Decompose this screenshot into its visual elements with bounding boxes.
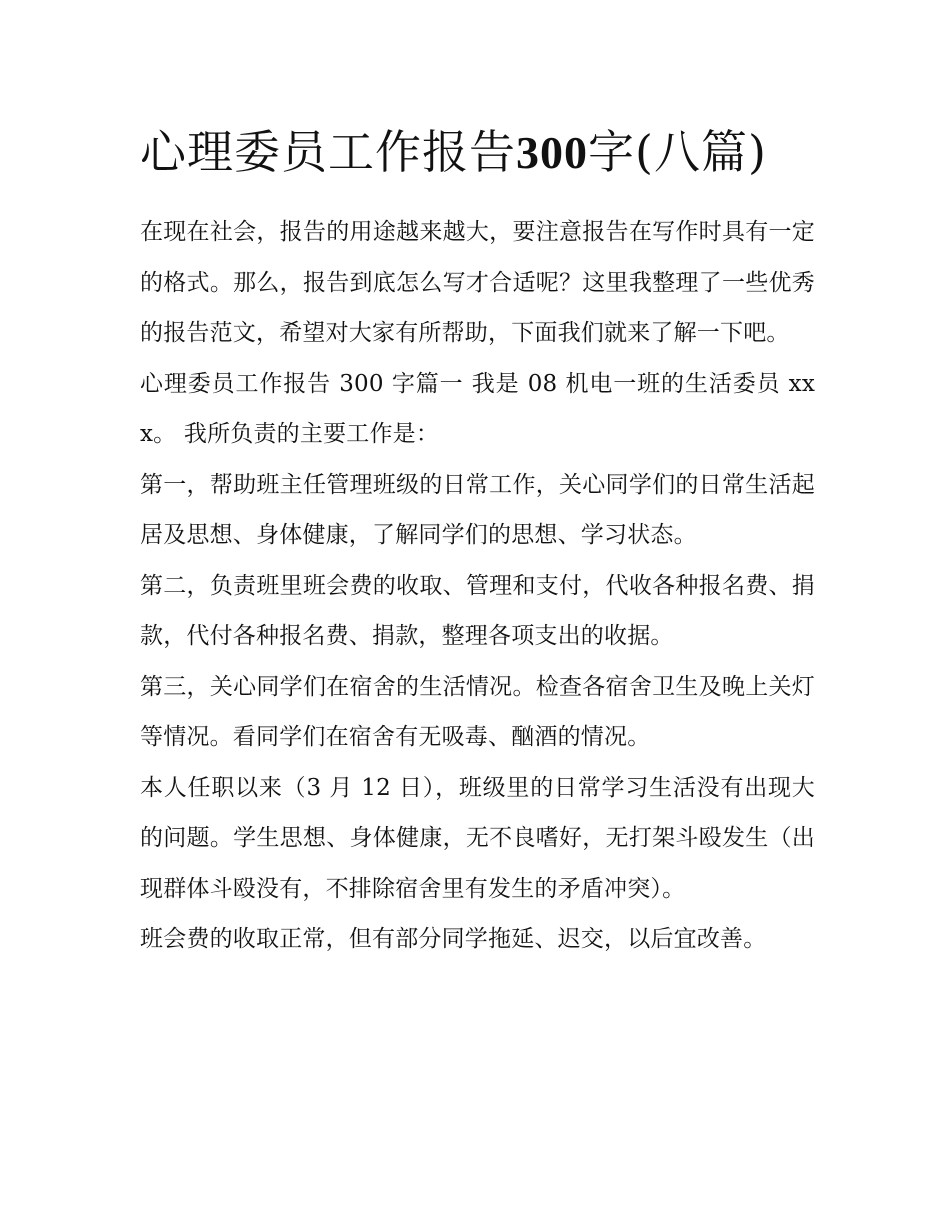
duty-one-paragraph: 第一，帮助班主任管理班级的日常工作，关心同学们的日常生活起居及思想、身体健康，了解同学们的思想、学习状态。 xyxy=(140,471,815,548)
document-title xyxy=(140,112,815,193)
duty-two-paragraph: 第二，负责班里班会费的收取、管理和支付，代收各种报名费、捐款，代付各种报名费、捐款，整理各项支出的收据。 xyxy=(140,572,815,649)
fee-paragraph: 班会费的收取正常，但有部分同学拖延、迟交，以后宜改善。 xyxy=(140,926,767,952)
title-number: 300 xyxy=(516,127,588,178)
intro-paragraph: 在现在社会，报告的用途越来越大，要注意报告在写作时具有一定的格式。那么，报告到底怎么写才合适呢？这里我整理了一些优秀的报告范文，希望对大家有所帮助，下面我们就来了解一下吧。 xyxy=(140,219,815,346)
document-page xyxy=(140,112,815,965)
summary-paragraph: 本人任职以来（3 月 12 日），班级里的日常学习生活没有出现大的问题。学生思想、身体健康，无不良嗜好，无打架斗殴发生（出现群体斗殴没有，不排除宿舍里有发生的矛盾冲突）。 xyxy=(140,774,815,902)
title-text-part-1: 心理委员工作报告 xyxy=(140,125,516,179)
section-one-heading-paragraph: 心理委员工作报告 300 字篇一 我是 08 机电一班的生活委员 xxx。 我所负责的主要工作是： xyxy=(140,370,815,447)
title-text-part-2: 字(八篇) xyxy=(588,125,767,179)
duty-three-paragraph: 第三，关心同学们在宿舍的生活情况。检查各宿舍卫生及晚上关灯等情况。看同学们在宿舍有无吸毒、酗酒的情况。 xyxy=(140,673,815,750)
